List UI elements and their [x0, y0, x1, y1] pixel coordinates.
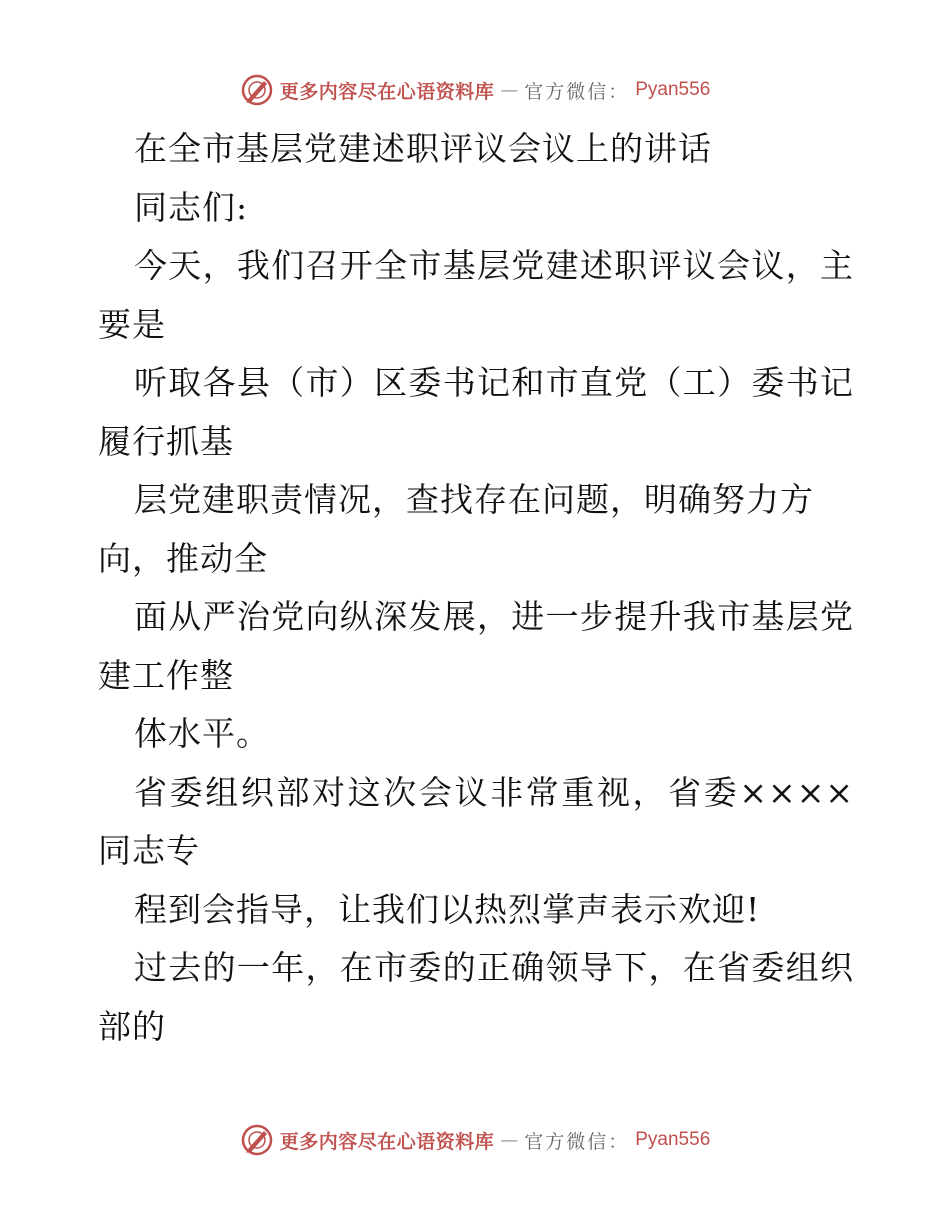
text-line: 部的 — [98, 1006, 166, 1046]
banner-wechat-id: Pyan556 — [635, 79, 711, 100]
text-line: 向，推动全 — [98, 538, 268, 578]
banner-wechat-label: 官方微信： — [524, 1130, 630, 1153]
text-line: 今天，我们召开全市基层党建述职评议会议，主 — [134, 246, 854, 285]
header-watermark-banner — [0, 70, 950, 110]
banner-text: 更多内容尽在心语资料库 — [279, 80, 495, 103]
pen-logo-icon — [240, 73, 274, 107]
document-body — [98, 120, 854, 1056]
text-line: 程到会指导，让我们以热烈掌声表示欢迎! — [134, 889, 761, 929]
text-line: 履行抓基 — [98, 421, 234, 461]
text-line: 过去的一年，在市委的正确领导下，在省委组织 — [134, 948, 854, 987]
text-line: 面从严治党向纵深发展，进一步提升我市基层党 — [134, 597, 854, 636]
text-line: 层党建职责情况，查找存在问题，明确努力方 — [134, 480, 814, 519]
banner-wechat-id: Pyan556 — [635, 1129, 711, 1150]
salutation: 同志们: — [134, 187, 249, 227]
banner-separator: — — [500, 1129, 519, 1151]
text-line: 听取各县（市）区委书记和市直党（工）委书记 — [134, 363, 854, 402]
document-title: 在全市基层党建述职评议会议上的讲话 — [134, 129, 712, 168]
text-line: 建工作整 — [98, 655, 234, 695]
banner-wechat-label: 官方微信： — [524, 80, 630, 103]
footer-watermark-banner — [0, 1120, 950, 1160]
banner-separator: — — [500, 79, 519, 101]
text-line: 省委组织部对这次会议非常重视，省委×××× — [134, 772, 854, 812]
text-line: 体水平。 — [134, 714, 270, 753]
banner-text: 更多内容尽在心语资料库 — [279, 1130, 495, 1153]
text-line: 同志专 — [98, 831, 200, 870]
text-line: 要是 — [98, 304, 166, 344]
pen-logo-icon — [240, 1123, 274, 1157]
